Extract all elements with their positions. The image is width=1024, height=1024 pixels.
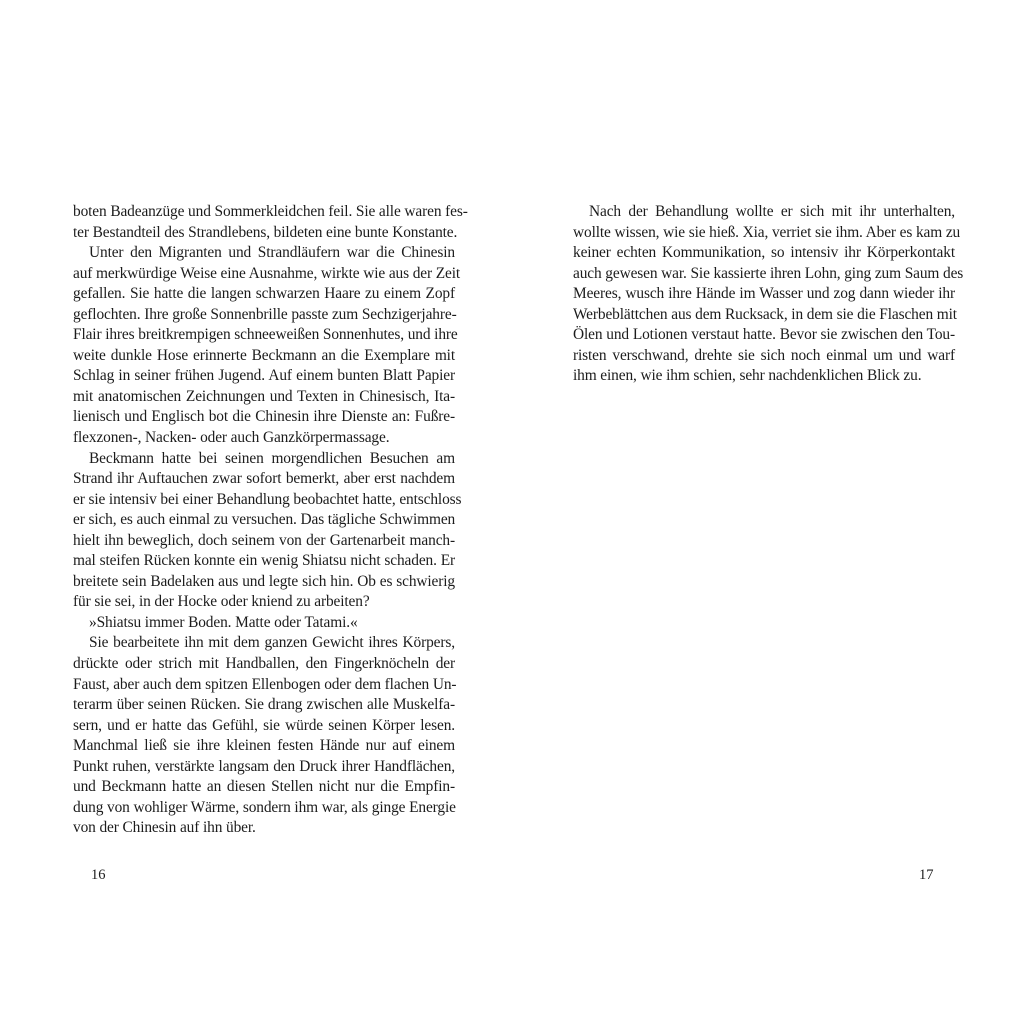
text-line: Strand ihr Auftauchen zwar sofort bemerkt, aber erst nachdem: [73, 470, 455, 488]
text-line: Flair ihres breitkrempigen schneeweißen Sonnenhutes, und ihre: [73, 326, 458, 344]
text-line: Unter den Migranten und Strandläufern war die Chinesin: [89, 244, 455, 262]
page-number-right: 17: [919, 867, 934, 883]
text-line: von der Chinesin auf ihn über.: [73, 819, 256, 837]
text-line: dung von wohliger Wärme, sondern ihm war, als ginge Energie: [73, 798, 456, 816]
text-line: hielt ihn beweglich, doch seinem von der Gartenarbeit manch-: [73, 531, 455, 549]
text-line: auf merkwürdige Weise eine Ausnahme, wirkte wie aus der Zeit: [73, 264, 461, 282]
text-line: lienisch und Englisch bot die Chinesin ihre Dienste an: Fußre-: [73, 408, 455, 426]
text-line: er sich, es auch einmal zu versuchen. Das tägliche Schwimmen: [73, 511, 456, 529]
text-line: Werbeblättchen aus dem Rucksack, in dem sie die Flaschen mit: [573, 305, 957, 323]
text-line: für sie sei, in der Hocke oder kniend zu arbeiten?: [73, 593, 370, 611]
text-line: ter Bestandteil des Strandlebens, bildeten eine bunte Konstante.: [73, 223, 458, 241]
text-line: boten Badeanzüge und Sommerkleidchen feil. Sie alle waren fes-: [73, 203, 468, 220]
text-line: und Beckmann hatte an diesen Stellen nicht nur die Empfin-: [73, 778, 455, 796]
text-line: ihm einen, wie ihm schien, sehr nachdenklichen Blick zu.: [573, 367, 922, 385]
right-page-text: [573, 202, 964, 387]
text-line: gefallen. Sie hatte die langen schwarzen Haare zu einem Zopf: [73, 285, 455, 303]
text-line: drückte oder strich mit Handballen, den Fingerknöcheln der: [73, 655, 455, 673]
text-line: Manchmal ließ sie ihre kleinen festen Hände nur auf einem: [73, 737, 455, 755]
text-line: mit anatomischen Zeichnungen und Texten in Chinesisch, Ita-: [73, 387, 455, 405]
text-line: terarm über seinen Rücken. Sie drang zwischen alle Muskelfa-: [73, 696, 455, 714]
text-line: auch gewesen war. Sie kassierte ihren Lohn, ging zum Saum des: [573, 264, 964, 282]
page-number-left: 16: [91, 867, 106, 883]
text-line: sern, und er hatte das Gefühl, sie würde seinen Körper lesen.: [73, 716, 455, 734]
text-line: »Shiatsu immer Boden. Matte oder Tatami.«: [89, 613, 358, 631]
text-line: Faust, aber auch dem spitzen Ellenbogen oder dem flachen Un-: [73, 675, 457, 693]
text-line: er sie intensiv bei einer Behandlung beobachtet hatte, entschloss: [73, 490, 462, 508]
text-line: mal steifen Rücken konnte ein wenig Shiatsu nicht schaden. Er: [73, 552, 455, 570]
text-line: Sie bearbeitete ihn mit dem ganzen Gewicht ihres Körpers,: [89, 634, 455, 652]
text-line: Punkt ruhen, verstärkte langsam den Druck ihrer Handflächen,: [73, 757, 455, 775]
text-line: weite dunkle Hose erinnerte Beckmann an die Exemplare mit: [73, 346, 455, 364]
text-line: Ölen und Lotionen verstaut hatte. Bevor sie zwischen den Tou-: [573, 326, 955, 344]
text-line: Nach der Behandlung wollte er sich mit ihr unterhalten,: [589, 203, 955, 220]
text-line: geflochten. Ihre große Sonnenbrille passte zum Sechzigerjahre-: [73, 305, 457, 323]
text-line: risten verschwand, drehte sie sich noch einmal um und warf: [573, 346, 955, 364]
left-page-text: [73, 202, 468, 839]
text-line: Meeres, wusch ihre Hände im Wasser und zog dann wieder ihr: [573, 285, 955, 303]
text-line: keiner echten Kommunikation, so intensiv ihr Körperkontakt: [573, 244, 955, 262]
text-line: breitete sein Badelaken aus und legte sich hin. Ob es schwierig: [73, 572, 455, 590]
text-line: flexzonen-, Nacken- oder auch Ganzkörpermassage.: [73, 429, 390, 447]
text-line: Schlag in seiner frühen Jugend. Auf einem bunten Blatt Papier: [73, 367, 455, 385]
text-line: Beckmann hatte bei seinen morgendlichen Besuchen am: [89, 449, 455, 467]
text-line: wollte wissen, wie sie hieß. Xia, verriet sie ihm. Aber es kam zu: [573, 223, 961, 241]
